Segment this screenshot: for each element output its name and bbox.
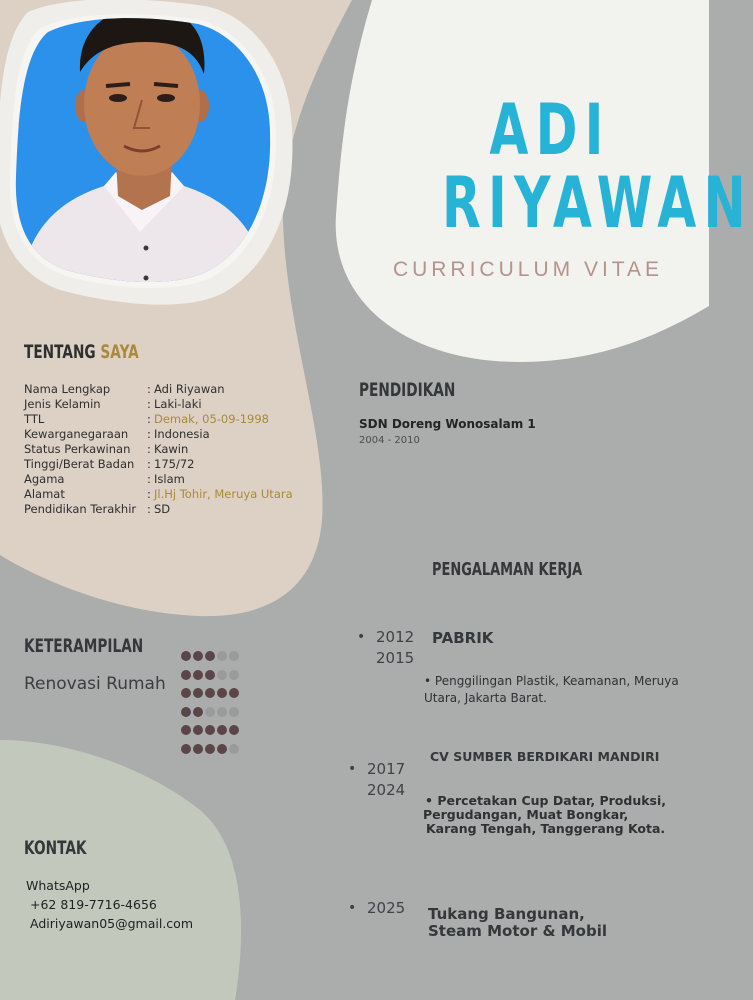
info-value: SD — [154, 502, 171, 516]
info-row — [24, 502, 293, 517]
info-label: Tinggi/Berat Badan — [24, 457, 135, 471]
rating-dot-empty — [229, 744, 239, 754]
info-row — [24, 457, 293, 472]
rating-dot-filled — [181, 725, 191, 735]
info-value: Islam — [154, 472, 185, 486]
rating-dot-empty — [217, 670, 227, 680]
rating-row — [181, 651, 239, 661]
info-label: Pendidikan Terakhir — [24, 502, 137, 516]
contact-title: KONTAK — [24, 837, 87, 859]
rating-dot-empty — [217, 707, 227, 717]
rating-dot-filled — [193, 725, 203, 735]
info-row — [24, 487, 293, 502]
info-label: Status Perkawinan — [24, 442, 131, 456]
personal-info-table — [24, 382, 293, 517]
rating-dot-empty — [229, 707, 239, 717]
rating-dot-filled — [205, 744, 215, 754]
rating-dot-filled — [181, 688, 191, 698]
job-2-year-end: 2024 — [367, 781, 406, 799]
info-separator: : — [147, 472, 151, 486]
education-title: PENDIDIKAN — [359, 379, 456, 401]
first-name: ADI — [489, 89, 611, 171]
job-2-desc-2: Pergudangan, Muat Bongkar, — [423, 807, 629, 822]
info-value: Kawin — [154, 442, 189, 456]
rating-dot-filled — [193, 688, 203, 698]
job-1-title: PABRIK — [432, 629, 494, 647]
contact-email[interactable]: Adiriyawan05@gmail.com — [30, 916, 194, 931]
job-1-year-end: 2015 — [376, 649, 415, 667]
rating-row — [181, 688, 239, 698]
rating-dot-filled — [205, 725, 215, 735]
education-school: SDN Doreng Wonosalam 1 — [359, 417, 536, 431]
rating-dot-filled — [205, 651, 215, 661]
rating-dot-filled — [181, 707, 191, 717]
job-1-year-start: 2012 — [376, 628, 415, 646]
info-value: Adi Riyawan — [154, 382, 225, 396]
info-row — [24, 397, 293, 412]
info-row — [24, 472, 293, 487]
info-value: 175/72 — [154, 457, 195, 471]
info-separator: : — [147, 412, 151, 426]
rating-dot-filled — [205, 688, 215, 698]
info-row — [24, 412, 293, 427]
info-label: Jenis Kelamin — [24, 397, 101, 411]
rating-dot-filled — [193, 744, 203, 754]
about-title — [24, 341, 139, 363]
info-separator: : — [147, 442, 151, 456]
info-value: Indonesia — [154, 427, 210, 441]
skills-title: KETERAMPILAN — [24, 635, 144, 657]
rating-dot-filled — [217, 744, 227, 754]
profile-photo — [0, 0, 290, 300]
last-name: RIYAWAN — [442, 162, 753, 244]
job-1-desc-2: Utara, Jakarta Barat. — [424, 691, 547, 705]
job-2-desc-3: Karang Tengah, Tanggerang Kota. — [426, 821, 666, 836]
skill-name: Renovasi Rumah — [24, 674, 166, 694]
rating-dot-filled — [181, 744, 191, 754]
job-1-bullet: • — [357, 629, 366, 645]
job-3-bullet: • — [348, 900, 357, 916]
experience-title: PENGALAMAN KERJA — [432, 559, 583, 580]
cv-subtitle: CURRICULUM VITAE — [392, 258, 664, 281]
job-2-bullet: • — [348, 761, 357, 777]
info-separator: : — [147, 382, 151, 396]
rating-dot-filled — [205, 670, 215, 680]
rating-dot-filled — [181, 651, 191, 661]
rating-dot-filled — [217, 688, 227, 698]
info-row — [24, 427, 293, 442]
info-row — [24, 442, 293, 457]
job-3-title-2: Steam Motor & Mobil — [428, 922, 608, 940]
rating-dot-filled — [193, 651, 203, 661]
rating-dot-empty — [205, 707, 215, 717]
info-label: Nama Lengkap — [24, 382, 111, 396]
rating-dot-empty — [229, 651, 239, 661]
info-separator: : — [147, 502, 151, 516]
info-label: Kewarganegaraan — [24, 427, 129, 441]
rating-dot-filled — [181, 670, 191, 680]
info-separator: : — [147, 427, 151, 441]
info-label: Agama — [24, 472, 65, 486]
rating-dot-filled — [193, 670, 203, 680]
info-label: TTL — [24, 412, 45, 426]
about-title-part2: SAYA — [100, 341, 139, 363]
info-label: Alamat — [24, 487, 65, 501]
rating-row — [181, 670, 239, 680]
rating-dot-filled — [229, 725, 239, 735]
job-3-title-1: Tukang Bangunan, — [428, 905, 585, 923]
info-value: Jl.Hj Tohir, Meruya Utara — [154, 487, 293, 501]
rating-dot-filled — [193, 707, 203, 717]
info-row — [24, 382, 293, 397]
contact-phone[interactable]: +62 819-7716-4656 — [30, 897, 157, 912]
rating-dot-empty — [217, 651, 227, 661]
job-2-year-start: 2017 — [367, 760, 406, 778]
job-2-desc-1: • Percetakan Cup Datar, Produksi, — [425, 793, 667, 808]
rating-row — [181, 725, 239, 735]
rating-dot-filled — [229, 688, 239, 698]
rating-dot-filled — [217, 725, 227, 735]
rating-row — [181, 707, 239, 717]
info-value: Demak, 05-09-1998 — [154, 412, 269, 426]
info-separator: : — [147, 457, 151, 471]
about-title-part1: TENTANG — [24, 341, 96, 363]
job-2-title: CV SUMBER BERDIKARI MANDIRI — [430, 749, 660, 764]
info-value: Laki-laki — [154, 397, 202, 411]
education-years: 2004 - 2010 — [359, 435, 420, 446]
info-separator: : — [147, 487, 151, 501]
sage-blob — [0, 740, 241, 1000]
rating-dot-empty — [229, 670, 239, 680]
info-separator: : — [147, 397, 151, 411]
contact-whatsapp-label: WhatsApp — [26, 878, 90, 893]
job-1-desc-1: • Penggilingan Plastik, Keamanan, Meruya — [424, 674, 679, 688]
rating-row — [181, 744, 239, 754]
job-3-year-start: 2025 — [367, 899, 406, 917]
